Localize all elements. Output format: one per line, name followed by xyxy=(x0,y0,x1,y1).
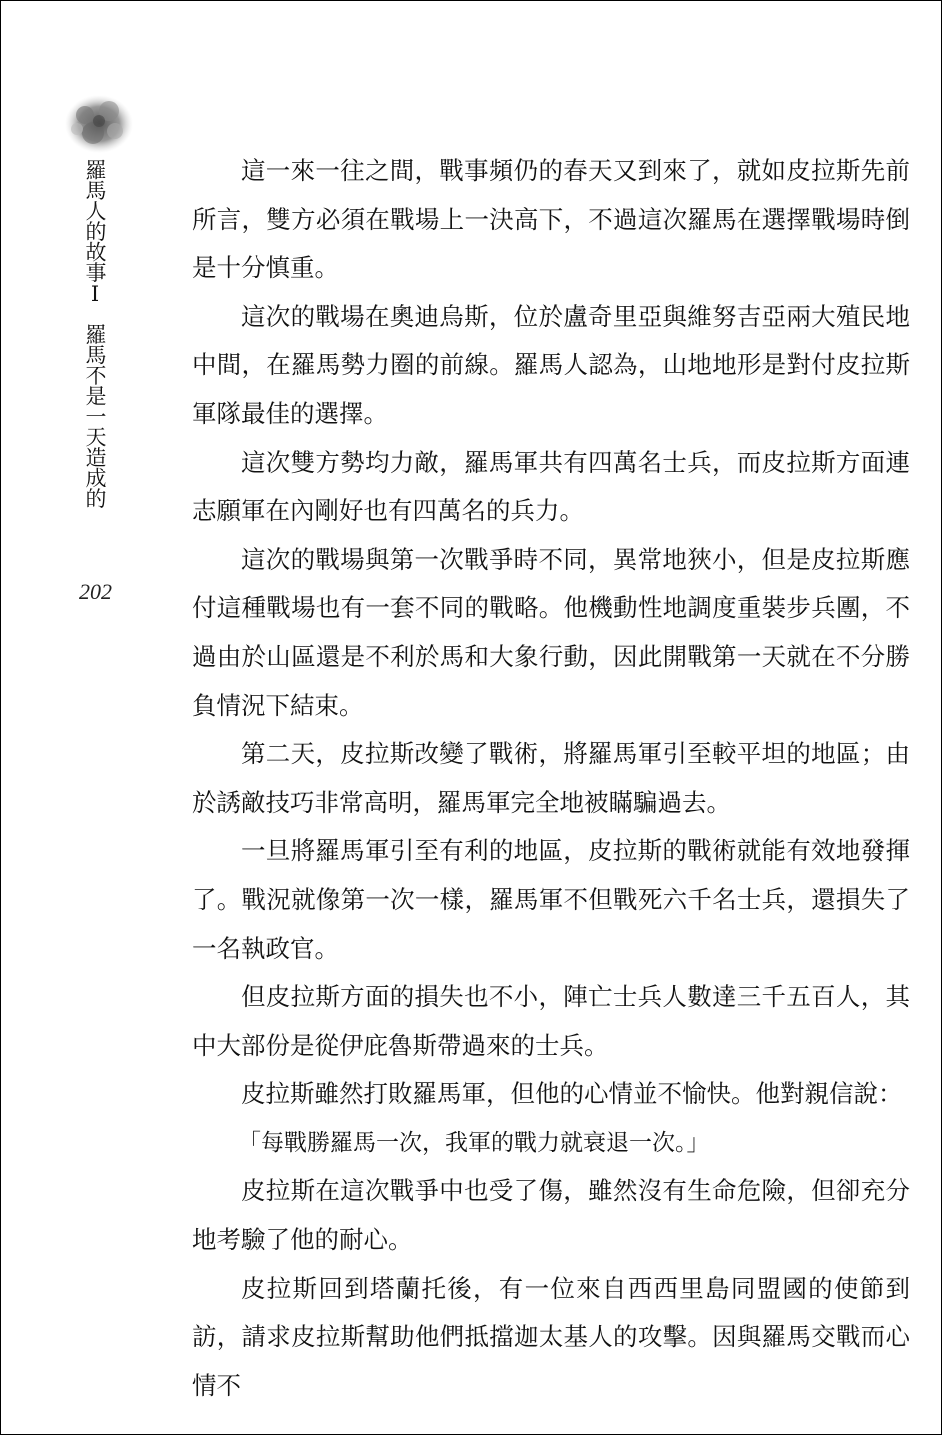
paragraph: 皮拉斯回到塔蘭托後，有一位來自西西里島同盟國的使節到訪，請求皮拉斯幫助他們抵擋迦太基人的攻擊。因與羅馬交戰而心情不 xyxy=(192,1273,910,1400)
paragraph: 一旦將羅馬軍引至有利的地區，皮拉斯的戰術就能有效地發揮了。戰況就像第一次一樣，羅馬軍不但戰死六千名士兵，還損失了一名執政官。 xyxy=(192,836,910,963)
book-subtitle: 羅馬不是一天造成的 xyxy=(83,323,107,508)
paragraph: 這次雙方勢均力敵，羅馬軍共有四萬名士兵，而皮拉斯方面連志願軍在內剛好也有四萬名的兵力。 xyxy=(192,447,910,526)
paragraph: 第二天，皮拉斯改變了戰術，將羅馬軍引至較平坦的地區；由於誘敵技巧非常高明，羅馬軍完全地被瞞騙過去。 xyxy=(192,739,910,817)
paragraph: 這一來一往之間，戰事頻仍的春天又到來了，就如皮拉斯先前所言，雙方必須在戰場上一決高下，不過這次羅馬在選擇戰場時倒是十分慎重。 xyxy=(192,156,910,283)
paragraph: 這次的戰場在奧迪烏斯，位於盧奇里亞與維努吉亞兩大殖民地中間，在羅馬勢力圈的前線。羅馬人認為，山地地形是對付皮拉斯軍隊最佳的選擇。 xyxy=(192,301,910,428)
running-title xyxy=(83,159,107,508)
flower-ornament-icon xyxy=(63,93,135,155)
quotation: 「每戰勝羅馬一次，我軍的戰力就衰退一次。」 xyxy=(238,1129,710,1156)
book-title: 羅馬人的故事Ⅰ xyxy=(83,159,107,306)
paragraph: 皮拉斯雖然打敗羅馬軍，但他的心情並不愉快。他對親信說： xyxy=(241,1079,903,1109)
body-text xyxy=(192,147,910,1410)
paragraph: 皮拉斯在這次戰爭中也受了傷，雖然沒有生命危險，但卻充分地考驗了他的耐心。 xyxy=(192,1176,910,1255)
paragraph: 但皮拉斯方面的損失也不小，陣亡士兵人數達三千五百人，其中大部份是從伊庇魯斯帶過來的士兵。 xyxy=(192,982,910,1060)
page-number: 202 xyxy=(79,579,112,604)
paragraph: 這次的戰場與第一次戰爭時不同，異常地狹小，但是皮拉斯應付這種戰場也有一套不同的戰略。他機動性地調度重裝步兵團，不過由於山區還是不利於馬和大象行動，因此開戰第一天就在不分勝負情況下結束。 xyxy=(192,544,910,720)
